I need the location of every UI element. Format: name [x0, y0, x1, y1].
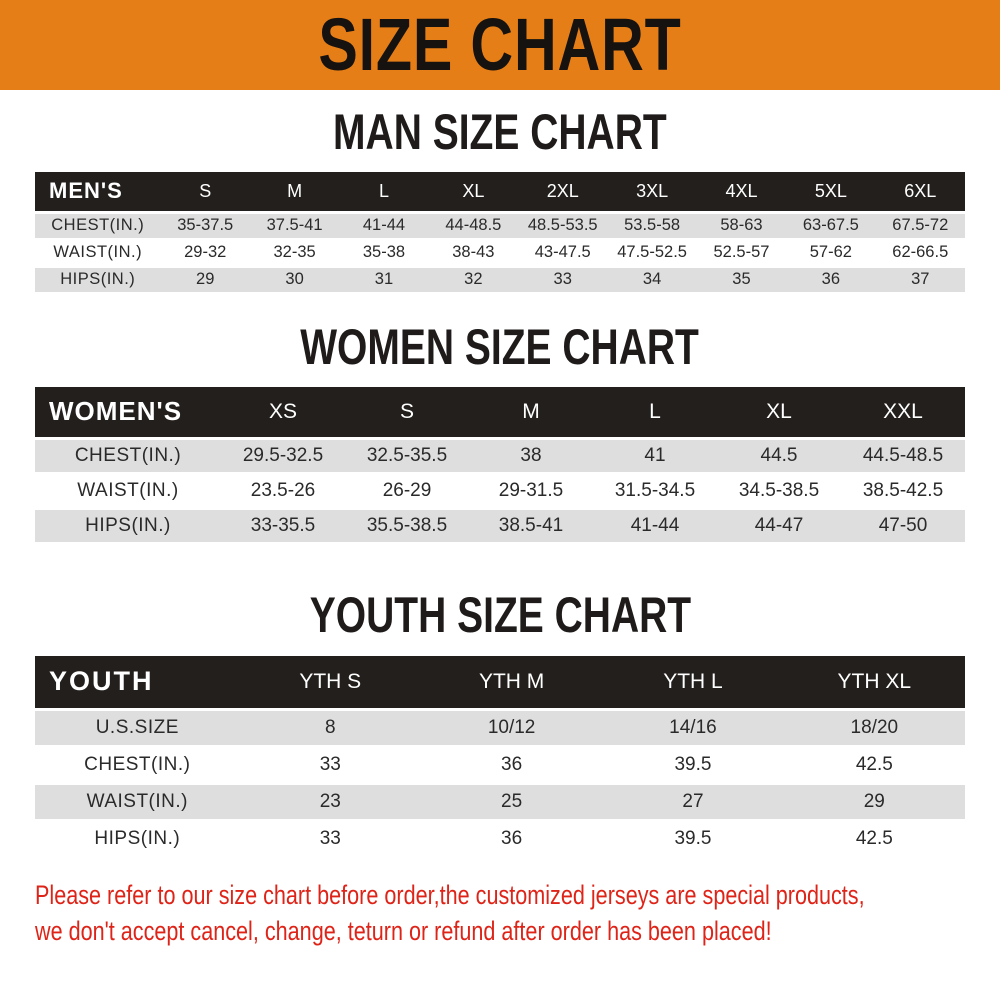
- size-cell: 10/12: [421, 709, 602, 746]
- size-cell: 53.5-58: [607, 212, 696, 239]
- size-cell: 36: [421, 820, 602, 857]
- column-header: YTH L: [602, 656, 783, 709]
- size-cell: 26-29: [345, 474, 469, 509]
- column-header: XXL: [841, 387, 965, 439]
- size-cell: 43-47.5: [518, 239, 607, 266]
- size-chart-banner: [0, 0, 1000, 90]
- column-header: 4XL: [697, 172, 786, 212]
- size-cell: 32-35: [250, 239, 339, 266]
- size-cell: 39.5: [602, 746, 783, 783]
- size-cell: 18/20: [784, 709, 965, 746]
- size-cell: 52.5-57: [697, 239, 786, 266]
- size-cell: 8: [240, 709, 421, 746]
- column-header: 3XL: [607, 172, 696, 212]
- column-header: XL: [717, 387, 841, 439]
- row-label: CHEST(IN.): [35, 746, 240, 783]
- size-cell: 44.5: [717, 439, 841, 474]
- column-header: L: [339, 172, 428, 212]
- section-heading: [0, 589, 1000, 641]
- table-row: [35, 266, 965, 293]
- size-cell: 29: [161, 266, 250, 293]
- row-label: CHEST(IN.): [35, 439, 221, 474]
- table-row: [35, 239, 965, 266]
- section-youth-size-chart: [0, 589, 1000, 859]
- size-cell: 41-44: [593, 509, 717, 544]
- section-man-size-chart: [0, 106, 1000, 295]
- table-title-cell: YOUTH: [35, 656, 240, 709]
- size-cell: 27: [602, 783, 783, 820]
- column-header: YTH S: [240, 656, 421, 709]
- table-body: [35, 439, 965, 544]
- size-cell: 39.5: [602, 820, 783, 857]
- size-cell: 31: [339, 266, 428, 293]
- size-cell: 29: [784, 783, 965, 820]
- row-label: HIPS(IN.): [35, 266, 161, 293]
- size-cell: 63-67.5: [786, 212, 875, 239]
- size-cell: 14/16: [602, 709, 783, 746]
- table-body: [35, 709, 965, 857]
- size-cell: 34.5-38.5: [717, 474, 841, 509]
- column-header: 2XL: [518, 172, 607, 212]
- size-cell: 29-32: [161, 239, 250, 266]
- size-cell: 38.5-41: [469, 509, 593, 544]
- section-heading: [0, 106, 1000, 158]
- size-cell: 33: [240, 746, 421, 783]
- size-table-youth-size-chart: [35, 656, 965, 859]
- size-cell: 35.5-38.5: [345, 509, 469, 544]
- row-label: U.S.SIZE: [35, 709, 240, 746]
- column-header: XS: [221, 387, 345, 439]
- row-label: WAIST(IN.): [35, 239, 161, 266]
- section-heading-text: MAN SIZE CHART: [333, 104, 667, 160]
- size-cell: 67.5-72: [876, 212, 965, 239]
- size-cell: 48.5-53.5: [518, 212, 607, 239]
- size-cell: 44.5-48.5: [841, 439, 965, 474]
- column-header: YTH M: [421, 656, 602, 709]
- table-row: [35, 746, 965, 783]
- disclaimer: [35, 877, 1000, 949]
- section-heading-text: YOUTH SIZE CHART: [309, 587, 691, 643]
- size-cell: 36: [786, 266, 875, 293]
- size-cell: 44-48.5: [429, 212, 518, 239]
- size-cell: 38.5-42.5: [841, 474, 965, 509]
- size-cell: 37: [876, 266, 965, 293]
- size-cell: 35-38: [339, 239, 428, 266]
- size-table-man-size-chart: [35, 172, 965, 295]
- section-heading: [0, 318, 1000, 375]
- column-header: S: [345, 387, 469, 439]
- table-head: [35, 387, 965, 439]
- size-cell: 47-50: [841, 509, 965, 544]
- table-head: [35, 172, 965, 212]
- size-cell: 33-35.5: [221, 509, 345, 544]
- table-header-row: [35, 387, 965, 439]
- size-cell: 29-31.5: [469, 474, 593, 509]
- size-cell: 35-37.5: [161, 212, 250, 239]
- size-cell: 31.5-34.5: [593, 474, 717, 509]
- table-row: [35, 709, 965, 746]
- size-cell: 23.5-26: [221, 474, 345, 509]
- table-header-row: [35, 172, 965, 212]
- banner-title: SIZE CHART: [318, 3, 682, 86]
- row-label: HIPS(IN.): [35, 820, 240, 857]
- size-cell: 57-62: [786, 239, 875, 266]
- size-cell: 47.5-52.5: [607, 239, 696, 266]
- size-cell: 42.5: [784, 820, 965, 857]
- row-label: WAIST(IN.): [35, 783, 240, 820]
- section-heading-text: WOMEN SIZE CHART: [300, 318, 700, 375]
- size-cell: 37.5-41: [250, 212, 339, 239]
- row-label: WAIST(IN.): [35, 474, 221, 509]
- table-header-row: [35, 656, 965, 709]
- table-row: [35, 509, 965, 544]
- table-row: [35, 820, 965, 857]
- size-cell: 29.5-32.5: [221, 439, 345, 474]
- disclaimer-line-2: we don't accept cancel, change, teturn or refund after order has been placed!: [35, 915, 772, 946]
- size-chart-sections: [0, 106, 1000, 859]
- table-row: [35, 439, 965, 474]
- size-cell: 35: [697, 266, 786, 293]
- section-women-size-chart: [0, 318, 1000, 546]
- table-row: [35, 474, 965, 509]
- size-cell: 41-44: [339, 212, 428, 239]
- size-cell: 62-66.5: [876, 239, 965, 266]
- size-cell: 36: [421, 746, 602, 783]
- column-header: 5XL: [786, 172, 875, 212]
- column-header: M: [250, 172, 339, 212]
- size-cell: 33: [240, 820, 421, 857]
- column-header: YTH XL: [784, 656, 965, 709]
- size-cell: 41: [593, 439, 717, 474]
- size-cell: 42.5: [784, 746, 965, 783]
- size-cell: 33: [518, 266, 607, 293]
- disclaimer-line-1: Please refer to our size chart before order,the customized jerseys are special products,: [35, 879, 865, 910]
- size-cell: 32.5-35.5: [345, 439, 469, 474]
- table-row: [35, 783, 965, 820]
- column-header: 6XL: [876, 172, 965, 212]
- size-cell: 30: [250, 266, 339, 293]
- size-cell: 44-47: [717, 509, 841, 544]
- size-cell: 32: [429, 266, 518, 293]
- row-label: HIPS(IN.): [35, 509, 221, 544]
- table-head: [35, 656, 965, 709]
- column-header: M: [469, 387, 593, 439]
- size-cell: 23: [240, 783, 421, 820]
- table-title-cell: MEN'S: [35, 172, 161, 212]
- table-row: [35, 212, 965, 239]
- column-header: L: [593, 387, 717, 439]
- size-cell: 38-43: [429, 239, 518, 266]
- table-title-cell: WOMEN'S: [35, 387, 221, 439]
- size-cell: 25: [421, 783, 602, 820]
- size-table-women-size-chart: [35, 387, 965, 546]
- column-header: S: [161, 172, 250, 212]
- column-header: XL: [429, 172, 518, 212]
- table-body: [35, 212, 965, 293]
- size-cell: 34: [607, 266, 696, 293]
- size-cell: 38: [469, 439, 593, 474]
- row-label: CHEST(IN.): [35, 212, 161, 239]
- size-cell: 58-63: [697, 212, 786, 239]
